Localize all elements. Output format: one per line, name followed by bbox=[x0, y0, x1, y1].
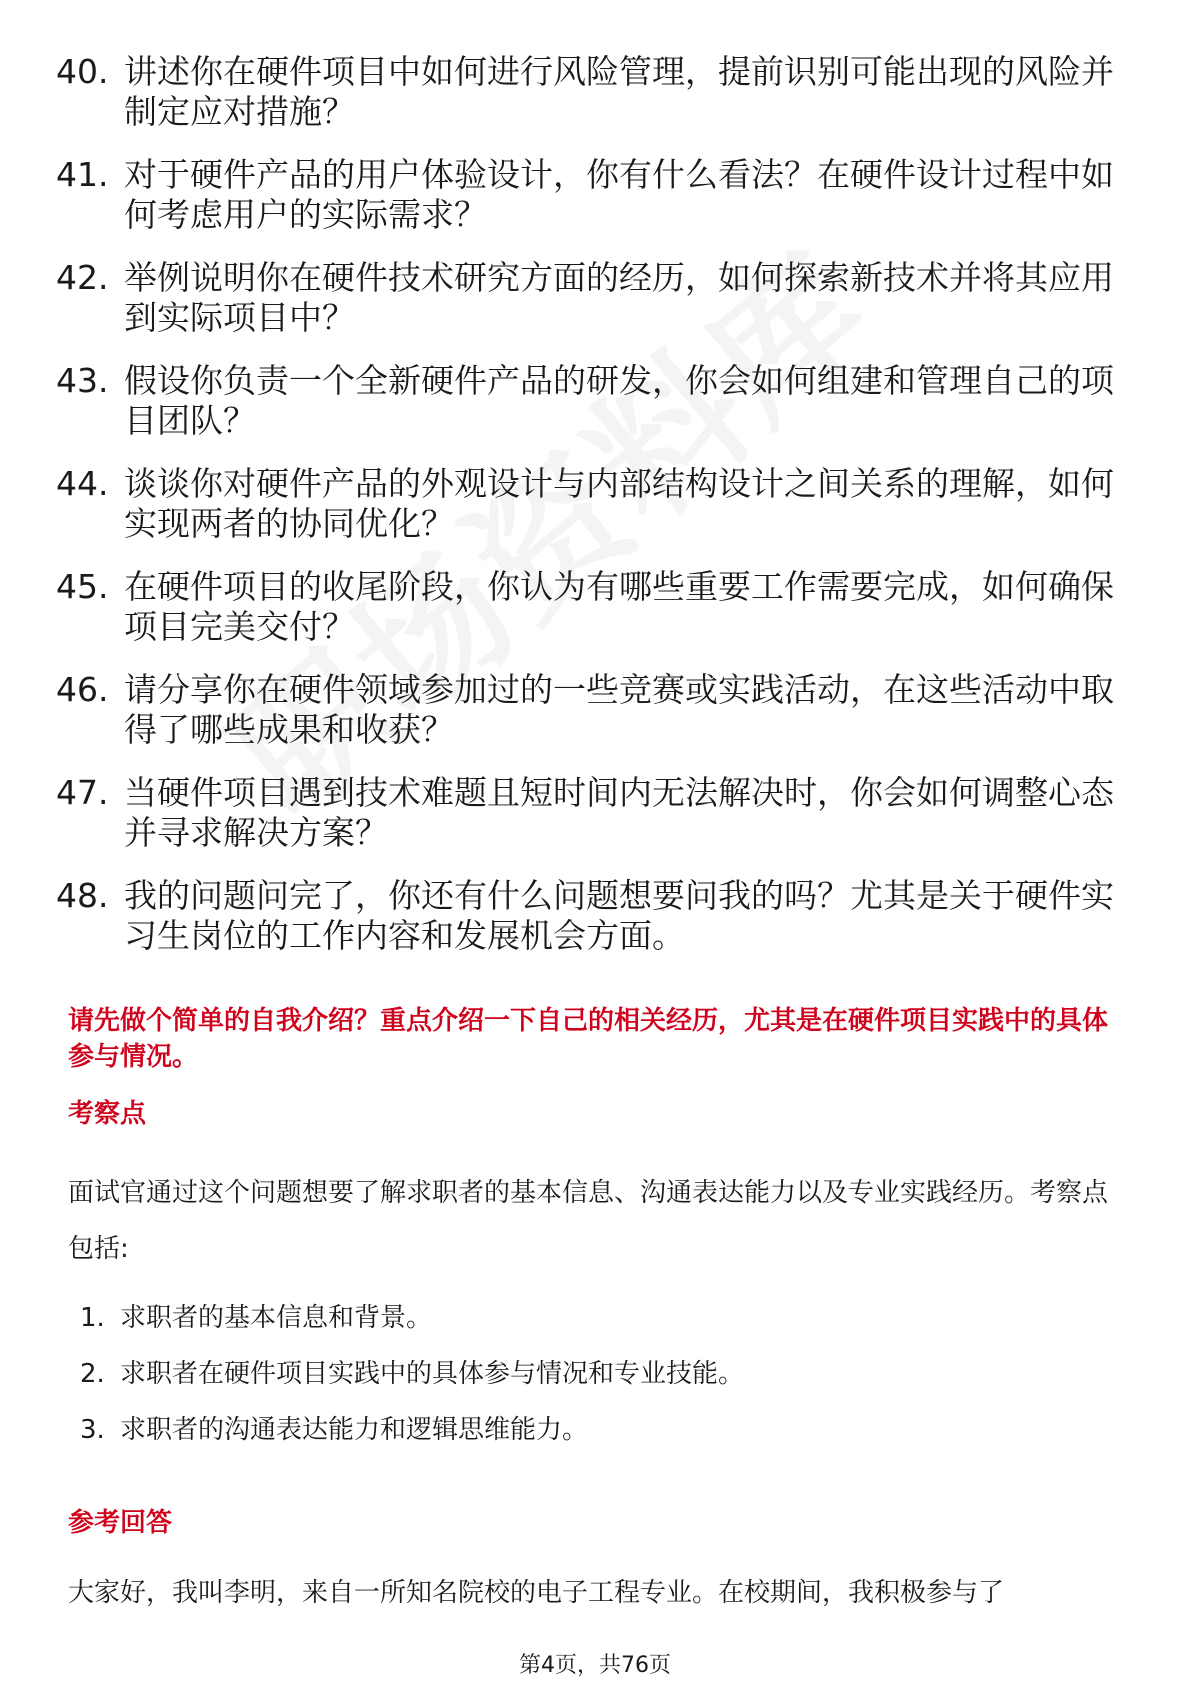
question-number: 43. bbox=[56, 361, 109, 400]
question-text: 谈谈你对硬件产品的外观设计与内部结构设计之间关系的理解，如何实现两者的协同优化？ bbox=[124, 464, 1114, 543]
question-number: 48. bbox=[56, 876, 109, 915]
focus-heading: 考察点 bbox=[68, 1099, 147, 1129]
question-number: 46. bbox=[56, 670, 109, 709]
question-item bbox=[56, 464, 1126, 544]
focus-point-text: 求职者的沟通表达能力和逻辑思维能力。 bbox=[120, 1415, 589, 1445]
question-number: 41. bbox=[56, 155, 109, 194]
focus-point-number: 3. bbox=[80, 1415, 105, 1445]
focus-point-text: 求职者的基本信息和背景。 bbox=[120, 1303, 433, 1333]
question-item bbox=[56, 155, 1126, 235]
question-item bbox=[56, 567, 1126, 647]
question-text: 对于硬件产品的用户体验设计，你有什么看法？在硬件设计过程中如何考虑用户的实际需求？ bbox=[124, 155, 1114, 234]
focus-point bbox=[80, 1300, 744, 1356]
question-number: 47. bbox=[56, 773, 109, 812]
question-item bbox=[56, 773, 1126, 853]
question-item bbox=[56, 361, 1126, 441]
question-number: 45. bbox=[56, 567, 109, 606]
question-number: 44. bbox=[56, 464, 109, 503]
answer-text: 大家好，我叫李明，来自一所知名院校的电子工程专业。在校期间，我积极参与了 bbox=[68, 1578, 1005, 1608]
question-list bbox=[56, 52, 1126, 979]
question-text: 请分享你在硬件领域参加过的一些竞赛或实践活动，在这些活动中取得了哪些成果和收获？ bbox=[124, 670, 1114, 749]
question-text: 在硬件项目的收尾阶段，你认为有哪些重要工作需要完成，如何确保项目完美交付？ bbox=[124, 567, 1114, 646]
page-footer: 第4页，共76页 bbox=[519, 1653, 671, 1678]
focus-point-number: 1. bbox=[80, 1303, 105, 1333]
focus-point bbox=[80, 1412, 744, 1468]
answer-heading: 参考回答 bbox=[68, 1508, 173, 1538]
question-number: 42. bbox=[56, 258, 109, 297]
question-item bbox=[56, 52, 1126, 132]
question-text: 当硬件项目遇到技术难题且短时间内无法解决时，你会如何调整心态并寻求解决方案？ bbox=[124, 773, 1114, 852]
focus-point-text: 求职者在硬件项目实践中的具体参与情况和专业技能。 bbox=[120, 1359, 745, 1389]
question-text: 我的问题问完了，你还有什么问题想要问我的吗？尤其是关于硬件实习生岗位的工作内容和发展机会方面。 bbox=[124, 876, 1114, 955]
question-item bbox=[56, 670, 1126, 750]
focus-intro: 面试官通过这个问题想要了解求职者的基本信息、沟通表达能力以及专业实践经历。考察点包括: bbox=[68, 1178, 1109, 1264]
question-text: 假设你负责一个全新硬件产品的研发，你会如何组建和管理自己的项目团队？ bbox=[124, 361, 1114, 440]
question-number: 40. bbox=[56, 52, 109, 91]
focus-point bbox=[80, 1356, 744, 1412]
question-text: 举例说明你在硬件技术研究方面的经历，如何探索新技术并将其应用到实际项目中？ bbox=[124, 258, 1114, 337]
focus-point-number: 2. bbox=[80, 1359, 105, 1389]
focus-points-list bbox=[80, 1300, 744, 1468]
question-item bbox=[56, 876, 1126, 956]
highlight-question: 请先做个简单的自我介绍？重点介绍一下自己的相关经历，尤其是在硬件项目实践中的具体参与情况。 bbox=[68, 1006, 1109, 1072]
question-text: 讲述你在硬件项目中如何进行风险管理，提前识别可能出现的风险并制定应对措施？ bbox=[124, 52, 1114, 131]
question-item bbox=[56, 258, 1126, 338]
